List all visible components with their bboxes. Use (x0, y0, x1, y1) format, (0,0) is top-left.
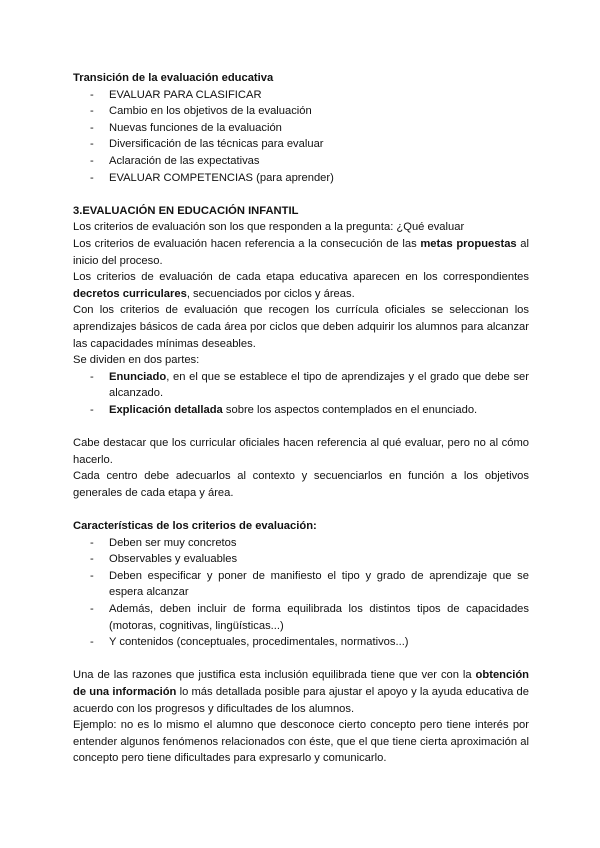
dash-bullet: - (90, 121, 94, 134)
paragraph: Cabe destacar que los curricular oficiales hacen referencia al qué evaluar, pero no al cómo hacerlo. (73, 437, 529, 466)
dash-bullet: - (90, 105, 94, 118)
list-item: - Aclaración de las expectativas (73, 153, 529, 170)
bold-term: decretos curriculares (73, 287, 187, 300)
list-item: - Nuevas funciones de la evaluación (73, 120, 529, 137)
document-page (73, 70, 529, 767)
list-item: - Y contenidos (conceptuales, procedimentales, normativos...) (73, 634, 529, 651)
dash-bullet: - (90, 370, 94, 383)
list-item: - Observables y evaluables (73, 551, 529, 568)
bold-term: obtención de una información (73, 669, 529, 698)
paragraph: Ejemplo: no es lo mismo el alumno que desconoce cierto concepto pero tiene interés por entender algunos fenómenos relacionados con éste, que el que tiene cierta aproximación al concepto pero tiene dificultades para expresarlo y comunicarlo. (73, 719, 529, 765)
paragraph: Los criterios de evaluación hacen referencia a la consecución de las metas propuestas al inicio del proceso. (73, 237, 530, 267)
dash-bullet: - (90, 569, 94, 582)
caracteristicas-list (73, 535, 529, 651)
paragraph: Los criterios de evaluación de cada etapa educativa aparecen en los correspondientes decretos curriculares, secuenciados por ciclos y áreas. (73, 271, 529, 300)
section-heading-infantil: 3.EVALUACIÓN EN EDUCACIÓN INFANTIL (73, 204, 299, 217)
list-item: - EVALUAR COMPETENCIAS (para aprender) (73, 170, 529, 187)
dash-bullet: - (90, 88, 94, 101)
dash-bullet: - (90, 171, 94, 184)
parts-list (73, 369, 529, 419)
spacer (73, 651, 529, 668)
transicion-list (73, 87, 529, 187)
dash-bullet: - (90, 603, 94, 615)
paragraph: Una de las razones que justifica esta inclusión equilibrada tiene que ver con la obtención de una información lo más detallada posible para ajustar el apoyo y la ayuda educativa de acuerdo con los progresos y dificultades de los alumnos. (73, 669, 529, 715)
paragraph: Con los criterios de evaluación que recogen los currícula oficiales se seleccionan los aprendizajes básicos de cada área por ciclos que deben adquirir los alumnos para alcanzar las capacidades mínimas deseables. (73, 304, 529, 350)
spacer (73, 418, 529, 435)
bold-term: Enunciado (109, 370, 167, 383)
dash-bullet: - (90, 154, 94, 167)
list-item: - Deben especificar y poner de manifiesto el tipo y grado de aprendizaje que se espera alcanzar (90, 569, 529, 599)
list-item: - EVALUAR PARA CLASIFICAR (73, 87, 529, 104)
spacer (73, 501, 529, 518)
spacer (73, 186, 529, 203)
list-item: - Deben ser muy concretos (73, 535, 529, 552)
bold-term: Explicación detallada (109, 403, 223, 416)
paragraph: Los criterios de evaluación son los que responden a la pregunta: ¿Qué evaluar (73, 221, 465, 234)
dash-bullet: - (90, 553, 94, 566)
bold-term: metas propuestas (420, 237, 517, 250)
section-heading-caracteristicas: Características de los criterios de evaluación: (73, 520, 317, 533)
list-item: - Explicación detallada sobre los aspectos contemplados en el enunciado. (73, 402, 529, 419)
list-item: - Diversificación de las técnicas para evaluar (73, 136, 529, 153)
list-item: - Enunciado, en el que se establece el tipo de aprendizajes y el grado que debe ser alcanzado. (90, 370, 529, 400)
dash-bullet: - (90, 403, 94, 416)
dash-bullet: - (90, 536, 94, 549)
dash-bullet: - (90, 636, 94, 649)
section-heading-transicion: Transición de la evaluación educativa (73, 72, 274, 84)
paragraph: Cada centro debe adecuarlos al contexto y secuenciarlos en función a los objetivos generales de cada etapa y área. (73, 470, 529, 499)
paragraph: Se dividen en dos partes: (73, 354, 200, 367)
list-item: - Cambio en los objetivos de la evaluación (73, 103, 529, 120)
list-item: - Además, deben incluir de forma equilibrada los distintos tipos de capacidades (motoras, cognitivas, lingüísticas...) (90, 603, 529, 632)
dash-bullet: - (90, 138, 94, 151)
